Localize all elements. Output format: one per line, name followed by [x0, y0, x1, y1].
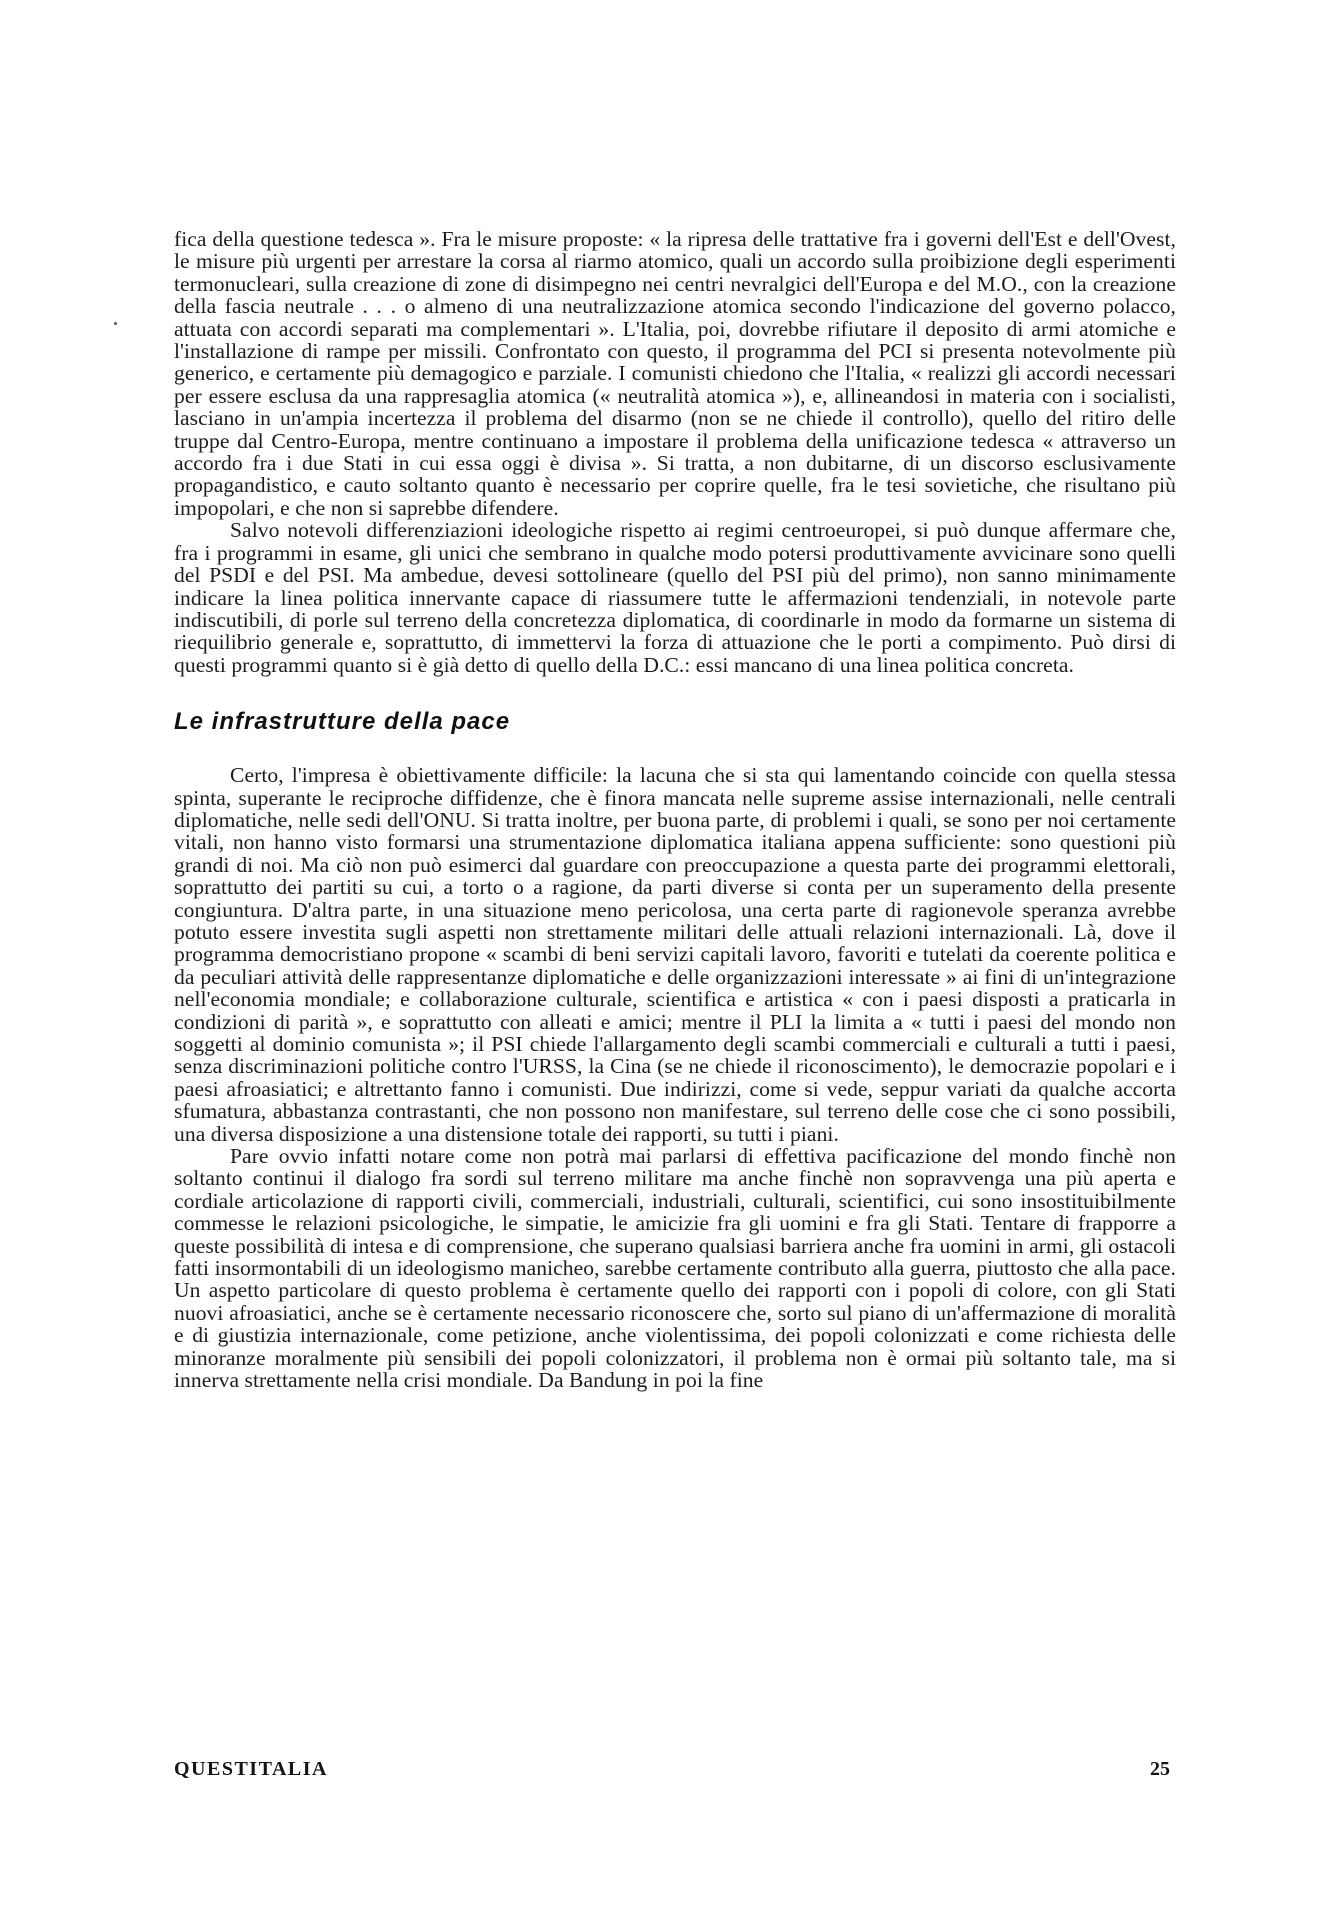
article-body	[174, 228, 1176, 1392]
paragraph-2: Salvo notevoli differenziazioni ideologiche rispetto ai regimi centroeuropei, si può dunque affermare che, fra i programmi in esame, gli unici che sembrano in qualche modo potersi produttivamente avvicinare sono quelli del PSDI e del PSI. Ma ambedue, devesi sottolineare (quello del PSI più del primo), non sanno minimamente indicare la linea politica innervante capace di riassumere tutte le affermazioni tendenziali, in notevole parte indiscutibili, di porle sul terreno della concretezza diplomatica, di coordinarle in modo da formarne un sistema di riequilibrio generale e, soprattutto, di immettervi la forza di attuazione che le porti a compimento. Può dirsi di questi programmi quanto si è già detto di quello della D.C.: essi mancano di una linea politica concreta.	[174, 518, 1176, 677]
paragraph-1: fica della questione tedesca ». Fra le misure proposte: « la ripresa delle trattative fra i governi dell'Est e dell'Ovest, le misure più urgenti per arrestare la corsa al riarmo atomico, quali un accordo sulla proibizione degli esperimenti termonucleari, sulla creazione di zone di disimpegno nei centri nevralgici dell'Europa e del M.O., con la creazione della fascia neutrale . . . o almeno di una neutralizzazione atomica secondo l'indicazione del governo polacco, attuata con accordi separati ma complementari ». L'Italia, poi, dovrebbe rifiutare il deposito di armi atomiche e l'installazione di rampe per missili. Confrontato con questo, il programma del PCI si presenta notevolmente più generico, e certamente più demagogico e parziale. I comunisti chiedono che l'Italia, « realizzi gli accordi necessari per essere esclusa da una rappresaglia atomica (« neutralità atomica »), e, allineandosi in materia con i socialisti, lasciano in un'ampia incertezza il problema del disarmo (non se ne chiede il controllo), quello del ritiro delle truppe dal Centro-Europa, mentre continuano a impostare il problema della unificazione tedesca « attraverso un accordo fra i due Stati in cui essa oggi è divisa ». Si tratta, a non dubitarne, di un discorso esclusivamente propagandistico, e cauto soltanto quanto è necessario per coprire quelle, fra le tesi sovietiche, che risultano più impopolari, e che non si saprebbe difendere.	[174, 227, 1176, 520]
page-number: 25	[1150, 1758, 1170, 1780]
paragraph-4: Pare ovvio infatti notare come non potrà mai parlarsi di effettiva pacificazione del mondo finchè non soltanto continui il dialogo fra sordi sul terreno militare ma anche finchè non sopravvenga una più aperta e cordiale articolazione di rapporti civili, commerciali, industriali, culturali, scientifici, cui sono insostituibilmente commesse le relazioni psicologiche, le simpatie, le amicizie fra gli uomini e fra gli Stati. Tentare di frapporre a queste possibilità di intesa e di comprensione, che superano qualsiasi barriera anche fra uomini in armi, gli ostacoli fatti insormontabili di un ideologismo manicheo, sarebbe certamente contributo alla guerra, piuttosto che alla pace. Un aspetto particolare di questo problema è certamente quello dei rapporti con i popoli di colore, con gli Stati nuovi afroasiatici, anche se è certamente necessario riconoscere che, sorto sul piano di un'affermazione di moralità e di giustizia internazionale, come petizione, anche violentissima, dei popoli colonizzati e come richiesta delle minoranze moralmente più sensibili dei popoli colonizzatori, il problema non è ormai più soltanto tale, ma si innerva strettamente nella crisi mondiale. Da Bandung in poi la fine	[174, 1144, 1176, 1393]
journal-name: QUESTITALIA	[174, 1758, 328, 1780]
section-heading: Le infrastrutture della pace	[174, 708, 511, 736]
paragraph-3: Certo, l'impresa è obiettivamente difficile: la lacuna che si sta qui lamentando coincide con quella stessa spinta, superante le reciproche diffidenze, che è finora mancata nelle supreme assise internazionali, nelle centrali diplomatiche, nelle sedi dell'ONU. Si tratta inoltre, per buona parte, di problemi i quali, se sono per noi certamente vitali, non hanno visto formarsi una strumentazione diplomatica italiana appena sufficiente: sono questioni più grandi di noi. Ma ciò non può esimerci dal guardare con preoccupazione a questa parte dei programmi elettorali, soprattutto dei partiti su cui, a torto o a ragione, da parti diverse si conta per un superamento della presente congiuntura. D'altra parte, in una situazione meno pericolosa, una certa parte di ragionevole speranza avrebbe potuto essere investita sugli aspetti non strettamente militari delle attuali relazioni internazionali. Là, dove il programma democristiano propone « scambi di beni servizi capitali lavoro, favoriti e tutelati da coerente politica e da peculiari attività delle rappresentanze diplomatiche e delle organizzazioni interessate » ai fini di un'integrazione nell'economia mondiale; e collaborazione culturale, scientifica e artistica « con i paesi disposti a praticarla in condizioni di parità », e soprattutto con alleati e amici; mentre il PLI la limita a « tutti i paesi del mondo non soggetti al dominio comunista »; il PSI chiede l'allargamento degli scambi commerciali e culturali a tutti i paesi, senza discriminazioni politiche contro l'URSS, la Cina (se ne chiede il riconoscimento), le democrazie popolari e i paesi afroasiatici; e altrettanto fanno i comunisti. Due indirizzi, come si vede, seppur variati da qualche accorta sfumatura, abbastanza contrastanti, che non possono non manifestare, sul terreno delle cose che ci sono possibili, una diversa disposizione a una distensione totale dei rapporti, su tutti i piani.	[174, 763, 1176, 1146]
margin-speck	[114, 322, 117, 325]
